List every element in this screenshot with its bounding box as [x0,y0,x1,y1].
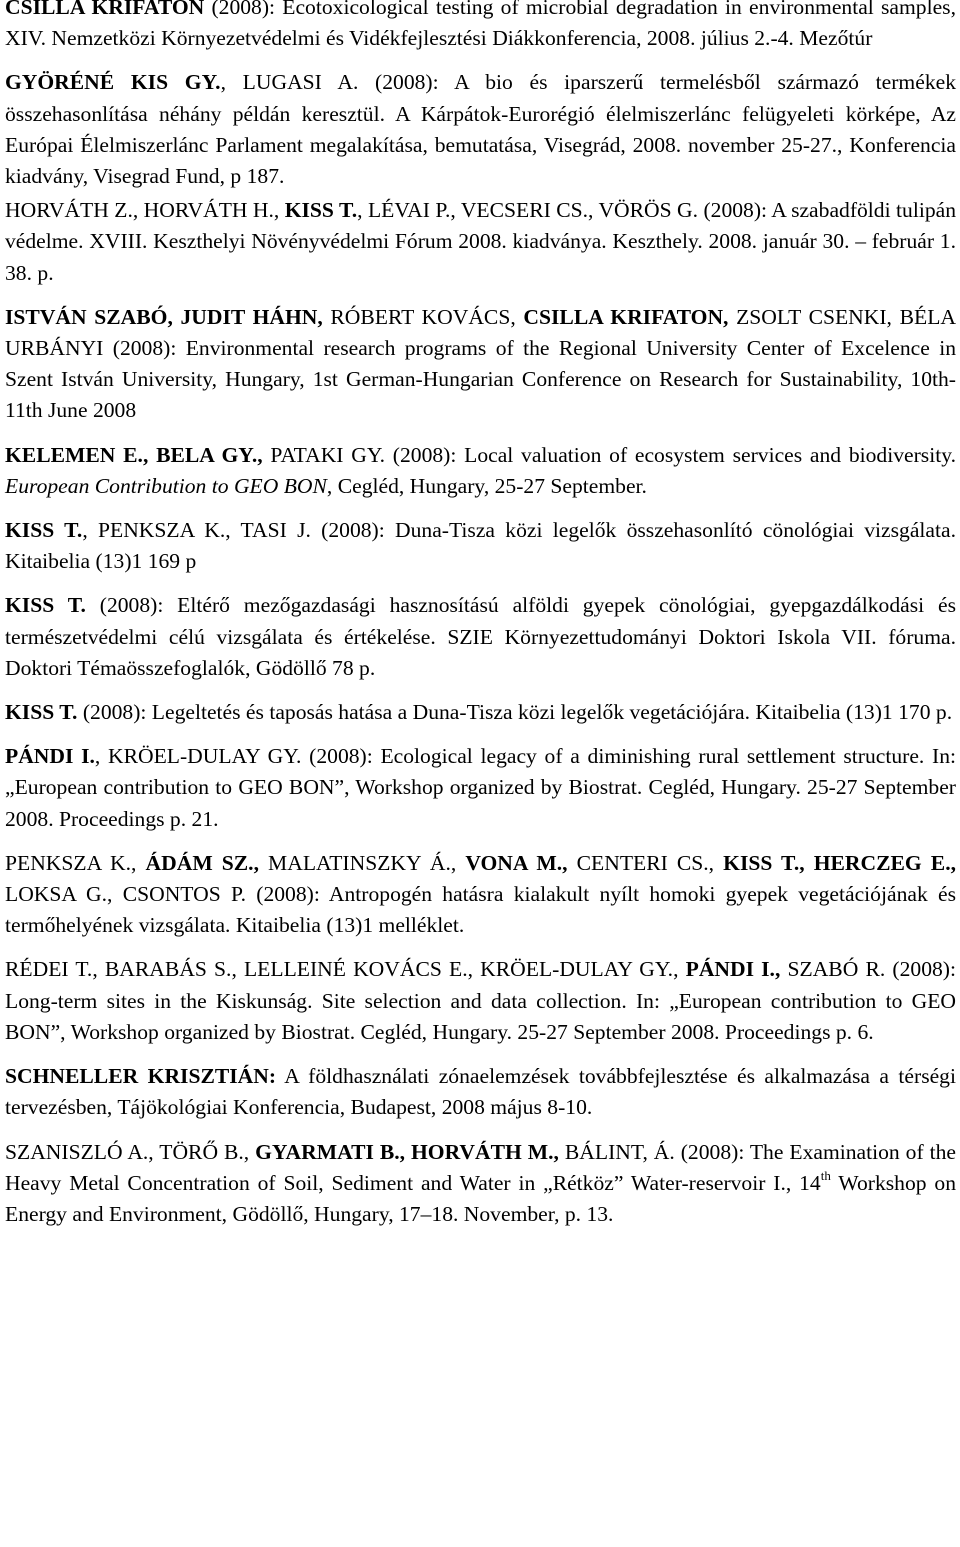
author-bold: KISS T. [5,518,83,543]
reference-text: (2008): Eltérő mezőgazdasági hasznosítású alföldi gyepek cönológiai, gyepgazdálkodási és természetvédelmi célú vizsgálata és értékelése. SZIE Környezettudományi Doktori Iskola VII. fóruma. Doktori Témaösszefoglalók, Gödöllő 78 p. [5,593,956,680]
author-bold: ISTVÁN SZABÓ, JUDIT HÁHN, [5,304,323,329]
reference-entry [5,741,956,835]
reference-text: CENTERI CS., [567,850,724,875]
title-italic: European Contribution to GEO BON [5,473,327,498]
reference-text: BÁLINT, Á. (2008): The Examination of the Heavy Metal Concentration of Soil, Sediment and Water in „Rétköz” Water-reservoir I., 14 [5,1139,956,1195]
reference-entry [5,515,956,577]
author-bold: PÁNDI I., [685,957,781,982]
reference-entry [5,697,956,728]
author-bold: CSILLA KRIFATON [5,0,205,19]
reference-text: , LÉVAI P., VECSERI CS., VÖRÖS G. (2008): A szabadföldi tulipán védelme. XVIII. Keszthelyi Növényvédelmi Fórum 2008. kiadványa. Keszthely. 2008. január 30. – február 1. 38. p. [5,198,956,285]
reference-entry [5,440,956,502]
reference-text: RÉDEI T., BARABÁS S., LELLEINÉ KOVÁCS E., KRÖEL-DULAY GY., [5,957,686,982]
reference-text: ZSOLT CSENKI, BÉLA URBÁNYI (2008): Environmental research programs of the Regional University Center of Excelence in Szent István University, Hungary, 1st German-Hungarian Conference on Research for Sustainability, 10th-11th June 2008 [5,304,956,423]
author-bold: KISS T. [5,593,86,618]
reference-text: (2008): Ecotoxicological testing of microbial degradation in environmental samples, XIV. Nemzetközi Környezetvédelmi és Vidékfejlesztési Diákkonferencia, 2008. július 2.-4. Mezőtúr [5,0,956,51]
reference-text: Workshop on Energy and Environment, Gödöllő, Hungary, 17–18. November, p. 13. [5,1170,956,1226]
reference-entry [5,954,956,1048]
reference-text: SZABÓ R. (2008): Long-term sites in the Kiskunság. Site selection and data collection. In: „European contribution to GEO BON”, Workshop organized by Biostrat. Cegléd, Hungary. 25-27 September 2008. Proceedings p. 6. [5,957,956,1044]
reference-entry [5,590,956,684]
author-bold: KISS T., HERCZEG E., [723,850,956,875]
reference-entry [5,1061,956,1123]
reference-text: A földhasználati zónaelemzések továbbfejlesztése és alkalmazása a térségi tervezésben, Tájökológiai Konferencia, Budapest, 2008 május 8-10. [5,1064,956,1120]
reference-text: (2008): Legeltetés és taposás hatása a Duna-Tisza közi legelők vegetációjára. Kitaibelia (13)1 170 p. [77,700,953,725]
reference-text: , PENKSZA K., TASI J. (2008): Duna-Tisza közi legelők összehasonlító cönológiai vizsgálata. Kitaibelia (13)1 169 p [5,518,956,574]
author-bold: GYÖRÉNÉ KIS GY. [5,70,221,95]
reference-text: , LUGASI A. (2008): A bio és iparszerű termelésből származó termékek összehasonlítása néhány példán keresztül. A Kárpátok-Eurorégió élelmiszerlánc felügyeleti körképe, Az Európai Élelmiszerlánc Parlament megalakítása, bemutatása, Visegrád, 2008. november 25-27., Konferencia kiadvány, Visegrad Fund, p 187. [5,70,956,189]
reference-entry [5,1137,956,1231]
author-bold: KISS T. [5,700,78,725]
author-bold: PÁNDI I. [5,744,95,769]
author-bold: GYARMATI B., HORVÁTH M., [255,1139,559,1164]
reference-entry [5,195,956,289]
reference-text: MALATINSZKY Á., [258,850,466,875]
reference-entry [5,67,956,192]
reference-entry [5,0,956,54]
author-bold: SCHNELLER KRISZTIÁN: [5,1064,277,1089]
reference-text: LOKSA G., CSONTOS P. (2008): Antropogén hatásra kialakult nyílt homoki gyepek vegetációjának és termőhelyének vizsgálata. Kitaibelia (13)1 melléklet. [5,882,956,938]
reference-entry [5,848,956,942]
reference-text: PATAKI GY. (2008): Local valuation of ecosystem services and biodiversity. [262,442,956,467]
reference-text: PENKSZA K., [5,850,146,875]
author-bold: KELEMEN E., BELA GY., [5,442,263,467]
superscript: th [820,1167,831,1183]
reference-text: SZANISZLÓ A., TÖRŐ B., [5,1139,256,1164]
reference-text: , KRÖEL-DULAY GY. (2008): Ecological legacy of a diminishing rural settlement structure. In: „European contribution to GEO BON”, Workshop organized by Biostrat. Cegléd, Hungary. 25-27 September 2008. Proceedings p. 21. [5,744,956,831]
author-bold: VONA M., [465,850,568,875]
author-bold: KISS T. [284,198,358,223]
reference-text: , Cegléd, Hungary, 25-27 September. [326,473,647,498]
reference-text: HORVÁTH Z., HORVÁTH H., [5,198,285,223]
author-bold: ÁDÁM SZ., [145,850,259,875]
reference-text: RÓBERT KOVÁCS, [322,304,524,329]
reference-entry [5,302,956,427]
author-bold: CSILLA KRIFATON, [523,304,729,329]
